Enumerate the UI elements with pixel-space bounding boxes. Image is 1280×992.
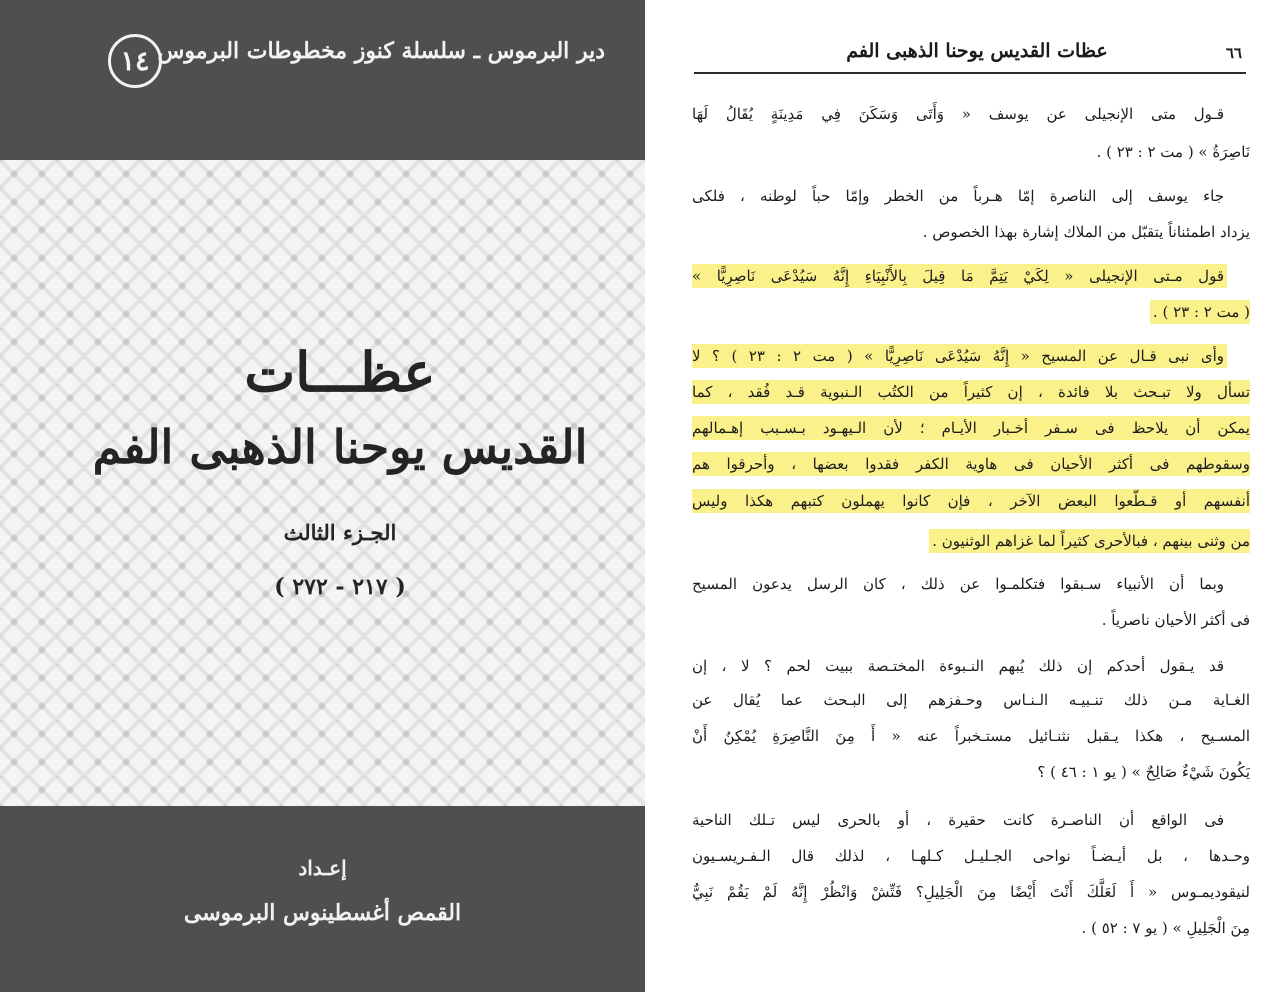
scanned-page xyxy=(662,0,1280,992)
highlighted-line: من وثنى بينهم ، فبالأحرى كثيراً لما غزاهم الوثنيون . xyxy=(932,532,1250,550)
cover-title-line2: القديس يوحنا الذهبى الفم xyxy=(92,420,588,474)
text-line: الغـاية مـن ذلك تنـبيـه الـنـاس وحـفزهم إلى البـحث عما يُقال عن xyxy=(692,691,1250,709)
header-rule xyxy=(694,72,1246,74)
text-line: لنيقوديمـوس « أَ لَعَلَّكَ أَنْتَ أَيْضًا مِنَ الْجَلِيلِ؟ فَتِّشْ وَانْظُرْ إِنَّهُ لَمْ يَقُمْ نَبِيٌّ xyxy=(692,883,1250,901)
highlighted-line: وأى نبى قـال عن المسيح « إِنَّهُ سَيُدْعَى نَاصِرِيًّا » ( مت ٢ : ٢٣ ) ؟ لا xyxy=(692,347,1224,365)
text-line: فى الواقع أن الناصـرة كانت حقيرة ، أو بالحرى ليس تـلك الناحية xyxy=(692,811,1224,829)
text-line: يَكُونَ شَيْءٌ صَالِحٌ » ( يو ١ : ٤٦ ) ؟ xyxy=(1037,763,1250,781)
cover-part: الجـزء الثالث xyxy=(283,520,397,545)
series-number-badge: ١٤ xyxy=(108,34,162,88)
author-name: القمص أغسطينوس البرموسى xyxy=(183,900,462,926)
page-header-title: عظات القديس يوحنا الذهبى الفم xyxy=(846,40,1108,62)
text-line: جاء يوسف إلى الناصرة إمّا هـرباً من الخطر وإمّا حباً لوطنه ، فلكى xyxy=(692,187,1224,205)
text-line: وبما أن الأنبياء سـبقوا فتكلمـوا عن ذلك ، كان الرسل يدعون المسيح xyxy=(692,575,1224,593)
highlighted-line: أنفسهم أو قـطّعوا البعض الآخر ، فإن كانوا يهملون كتبهم هكذا وليس xyxy=(692,492,1250,510)
cover-range: ( ٢١٧ - ٢٧٢ ) xyxy=(274,574,406,600)
highlighted-line: تسأل ولا تبـحث بلا فائدة ، إن كثيراً من الكتُب الـنبوية قـد فُقد ، كما xyxy=(692,383,1250,401)
text-line: وحـدها ، بل أيـضـاً نواحى الجـليـل كـلهـا ، لذلك قال الـفـريسـيون xyxy=(692,847,1250,865)
series-title: دير البرموس ـ سلسلة كنوز مخطوطات البرموس xyxy=(157,38,605,64)
cover-top-band xyxy=(0,0,645,160)
prepared-by-label: إعـداد xyxy=(298,856,347,880)
text-line: مِنَ الْجَلِيلِ » ( يو ٧ : ٥٢ ) . xyxy=(1081,919,1250,937)
cover-pattern xyxy=(0,160,645,806)
text-line: المسـيح ، هكذا يـقبل نثنـائيل مستـخبراً عنه « أَ مِنَ النَّاصِرَةِ يُمْكِنُ أَنْ xyxy=(692,727,1250,745)
page-number: ٦٦ xyxy=(1225,44,1242,62)
highlighted-line: قول مـتى الإنجيلى « لِكَيْ يَتِمَّ مَا قِيلَ بِالأَنْبِيَاءِ إِنَّهُ سَيُدْعَى نَاصِرِيًّا » xyxy=(692,267,1224,285)
cover-bottom-band xyxy=(0,806,645,992)
highlighted-line: وسقوطهم فى أكثر الأحيان فى هاوية الكفر فقدوا بعضها ، وأحرقوا هم xyxy=(692,455,1250,473)
text-line: قـول متى الإنجيلى عن يوسف « وَأَتَى وَسَكَنَ فِي مَدِينَةٍ يُقَالُ لَهَا xyxy=(692,105,1224,123)
highlighted-line: يمكن أن يلاحظ فى سـفر أخـبار الأيـام ؛ لأن الـيهـود بـسـبب إهـمالهم xyxy=(692,419,1250,437)
text-line: يزداد اطمئناناً يتقبّل من الملاك إشارة بهذا الخصوص . xyxy=(922,223,1250,241)
text-line: فى أكثر الأحيان ناصرياً . xyxy=(1101,611,1250,629)
highlighted-line: ( مت ٢ : ٢٣ ) . xyxy=(1152,303,1250,321)
cover-title-line1: عظـــات xyxy=(244,340,436,404)
text-line: نَاصِرَةُ » ( مت ٢ : ٢٣ ) . xyxy=(1096,143,1250,161)
text-line: قد يـقول أحدكم إن ذلك يُبهم النـبوءة المختـصة ببيت لحم ؟ لا ، إن xyxy=(692,657,1224,675)
